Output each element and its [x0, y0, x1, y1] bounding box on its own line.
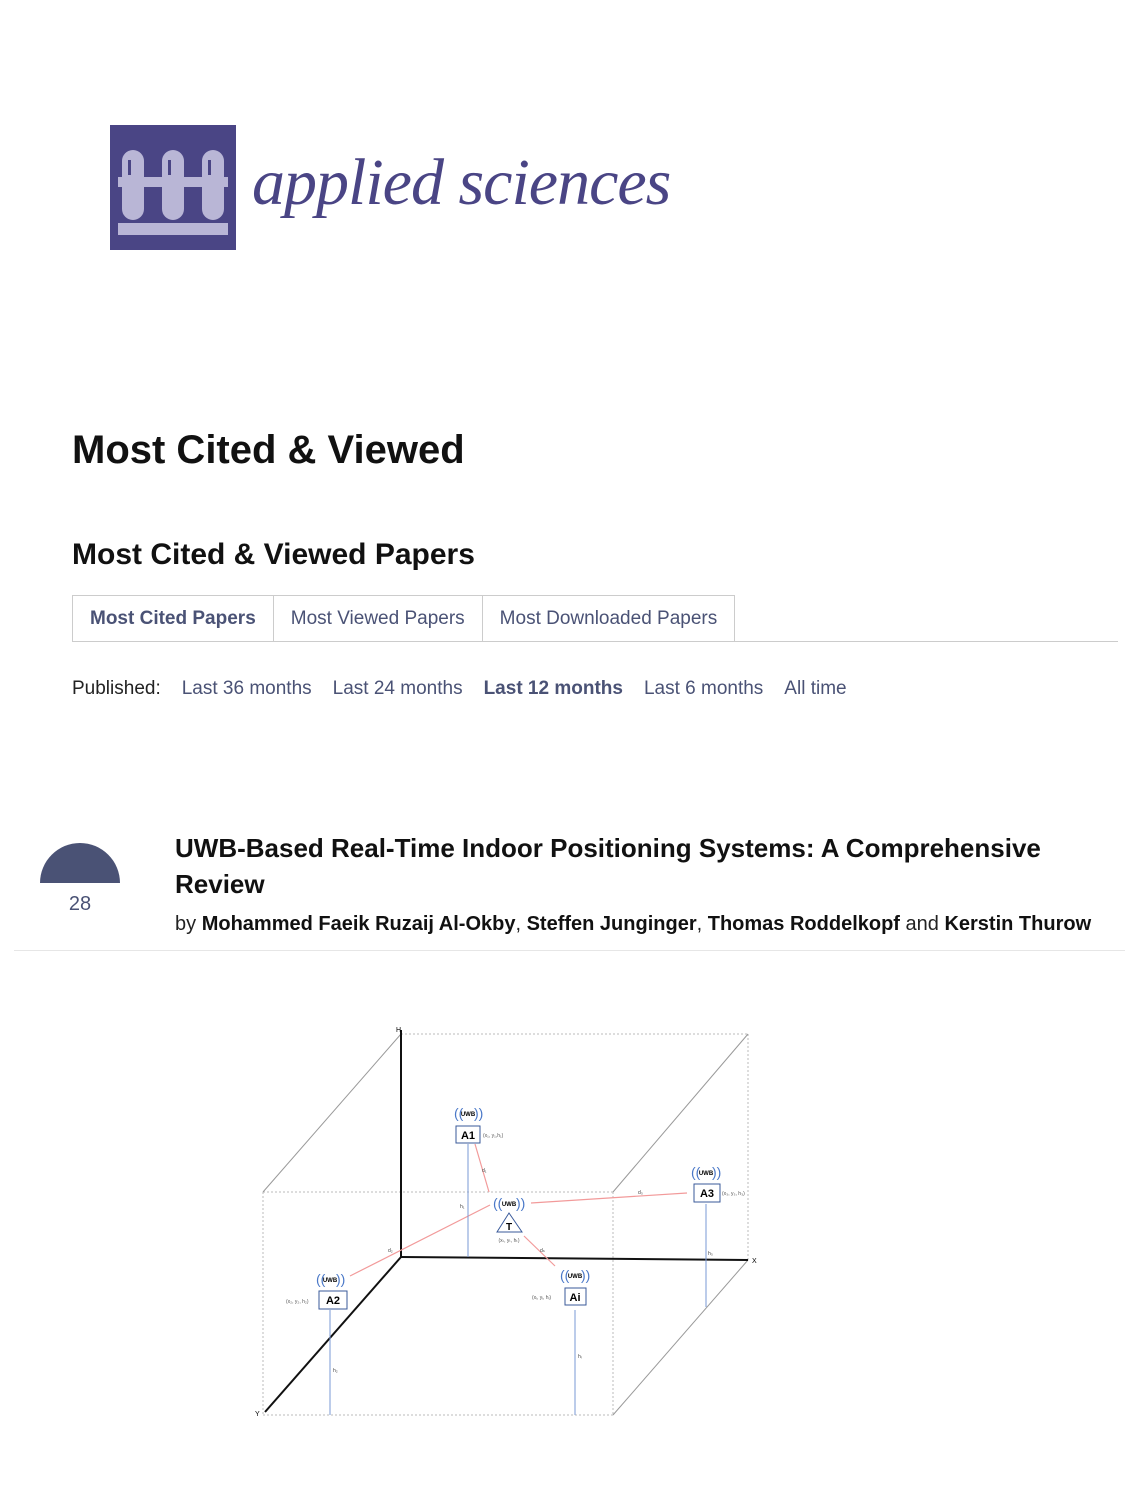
published-label: Published:: [72, 678, 161, 699]
signal-icon: ((: [493, 1195, 503, 1211]
filter-last-6-months[interactable]: Last 6 months: [643, 678, 764, 699]
tag-t: [493, 1195, 525, 1244]
signal-icon: ((: [560, 1267, 570, 1283]
author[interactable]: Mohammed Faeik Ruzaij Al-Okby: [201, 913, 516, 935]
dn-label: dₙ: [540, 1248, 545, 1254]
uwb-label: UWB: [698, 1171, 714, 1177]
author[interactable]: Thomas Roddelkopf: [707, 913, 900, 935]
hi-label: hᵢ: [578, 1354, 582, 1360]
anchor-coord: (xᵢ, yᵢ, hᵢ): [532, 1295, 552, 1301]
h2-label: h₂: [333, 1368, 338, 1374]
h-axis-label: H: [396, 1027, 402, 1034]
author[interactable]: Kerstin Thurow: [944, 913, 1092, 935]
signal-icon: )): [712, 1164, 722, 1180]
filter-all-time[interactable]: All time: [784, 678, 847, 699]
uwb-label: UWB: [501, 1202, 517, 1208]
filter-last-24-months[interactable]: Last 24 months: [332, 678, 463, 699]
by-label: by: [175, 913, 197, 935]
page-title: Most Cited & Viewed: [72, 428, 465, 472]
filter-last-12-months[interactable]: Last 12 months: [483, 678, 623, 699]
anchor-label: A2: [325, 1295, 341, 1307]
tab-bar: [72, 595, 1118, 642]
article-title-link[interactable]: UWB-Based Real-Time Indoor Positioning Systems: A Comprehensive Review: [175, 833, 1041, 899]
anchor-label: A1: [460, 1130, 476, 1142]
signal-icon: )): [581, 1267, 591, 1283]
anchor-ai: [532, 1267, 590, 1305]
separator: ,: [515, 913, 527, 935]
d1-label: d₁: [482, 1168, 487, 1174]
tag-label: T: [505, 1222, 513, 1233]
article-figure[interactable]: [250, 1020, 850, 1420]
published-filter: [72, 678, 847, 700]
signal-icon: )): [516, 1195, 526, 1211]
signal-icon: ((: [454, 1105, 464, 1121]
anchor-coord: (x₃, y₃, h₃): [722, 1191, 745, 1197]
journal-logo-text[interactable]: applied sciences: [252, 146, 671, 219]
tab-most-viewed[interactable]: Most Viewed Papers: [274, 595, 483, 641]
h1-label: h₁: [460, 1204, 465, 1210]
journal-logo-icon[interactable]: [110, 125, 236, 250]
signal-icon: )): [336, 1271, 346, 1287]
anchor-label: A3: [699, 1188, 715, 1200]
x-axis-label: X: [752, 1258, 757, 1265]
anchor-coord: (x₁, y₁,h₁): [483, 1133, 504, 1139]
uwb-label: UWB: [322, 1278, 338, 1284]
h3-label: h₃: [708, 1251, 713, 1257]
author[interactable]: Steffen Junginger: [526, 913, 697, 935]
anchor-label: Ai: [569, 1292, 581, 1304]
uwb-label: UWB: [460, 1112, 476, 1118]
y-axis-label: Y: [255, 1411, 260, 1418]
d3-label: d₃: [638, 1190, 643, 1196]
anchor-a2: [286, 1271, 347, 1309]
signal-icon: ((: [316, 1271, 326, 1287]
filter-last-36-months[interactable]: Last 36 months: [181, 678, 312, 699]
signal-icon: )): [474, 1105, 484, 1121]
citation-badge-icon: [40, 843, 120, 883]
section-title: Most Cited & Viewed Papers: [72, 538, 475, 571]
tab-most-cited[interactable]: Most Cited Papers: [72, 595, 274, 641]
signal-icon: ((: [691, 1164, 701, 1180]
anchor-coord: (x₂, y₂, h₂): [286, 1299, 309, 1305]
separator: and: [899, 913, 945, 935]
height-lines: [330, 1144, 706, 1415]
tab-most-downloaded[interactable]: Most Downloaded Papers: [483, 595, 736, 641]
anchor-a1: [454, 1105, 504, 1143]
anchor-a3: [691, 1164, 745, 1202]
article-authors: [175, 913, 1091, 936]
citation-count: 28: [68, 893, 92, 915]
divider: [14, 950, 1125, 951]
separator: ,: [696, 913, 708, 935]
tag-coord: (xₜ, yₜ, hₜ): [498, 1238, 520, 1244]
d2-label: d₂: [388, 1248, 393, 1254]
uwb-label: UWB: [567, 1274, 583, 1280]
